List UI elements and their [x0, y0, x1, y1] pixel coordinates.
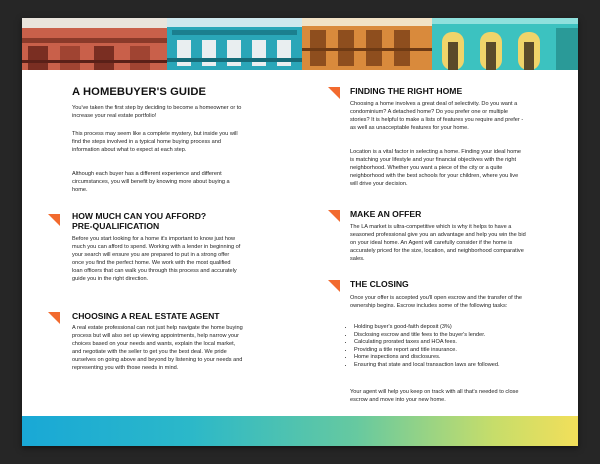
list-item: • Disclosing escrow and title fees to the buyer's lender.	[354, 332, 554, 340]
finding-body-2: Location is a vital factor in selecting a home. Finding your ideal home is matching your lifestyle and your financial objectives with the right neighborhood. Whether you want a piece of the city or a quite neighborhood with the best schools for your children, where you live will drive your decision.	[350, 149, 522, 187]
offer-body: The LA market is ultra-competitive which is why it helps to have a seasoned professional give you an advantage and help you win the bid on your ideal home. An Agent will carefully consider if the home is accurately priced for the size, location, and neighborhood comparative sales.	[350, 224, 526, 262]
closing-footer: Your agent will help you keep on track with all that's needed to close escrow and move into your new home.	[350, 389, 519, 403]
afford-heading-line1: HOW MUCH CAN YOU AFFORD?	[72, 211, 207, 221]
section-marker-offer	[328, 210, 340, 222]
section-marker-agent	[48, 312, 60, 324]
intro-paragraph-2: This process may seem like a complete mystery, but inside you will find the steps involved in a typical home buying process and information about what to expect at each step.	[72, 131, 238, 153]
intro-paragraph-3: Although each buyer has a different experience and different circumstances, you will benefit by knowing more about buying a home.	[72, 171, 230, 193]
offer-heading: MAKE AN OFFER	[350, 209, 422, 219]
section-marker-closing	[328, 280, 340, 292]
list-item: • Providing a title report and title insurance.	[354, 347, 554, 355]
section-marker-finding	[328, 87, 340, 99]
afford-body: Before you start looking for a home it's important to know just how much you can afford to spend. Working with a lender in beginning of your search will ensure you are prepared to put in a strong offer once you find the perfect home. We work with the most qualified loan officers that can walk you through this process and accurately guide you in the right direction.	[72, 236, 241, 282]
afford-heading-line2: PRE-QUALIFICATION	[72, 221, 160, 231]
closing-heading: THE CLOSING	[350, 279, 409, 289]
guide-title: A HOMEBUYER'S GUIDE	[72, 86, 207, 98]
list-item: • Home inspections and disclosures.	[354, 354, 554, 362]
section-marker-afford	[48, 214, 60, 226]
list-item: • Holding buyer's good-faith deposit (3%)	[354, 324, 554, 332]
banner-photo	[22, 18, 578, 70]
intro-paragraph-1: You've taken the first step by deciding to become a homeowner or to increase your real estate portfolio!	[72, 105, 242, 119]
closing-body: Once your offer is accepted you'll open escrow and the transfer of the ownership begins. Escrow includes some of the following tasks:	[350, 295, 522, 309]
agent-body: A real estate professional can not just help navigate the home buying process but will also set up viewing appointments, help narrow your choices based on your needs and wants, explain the local market, and negotiate with the seller to get you the best deal. We pride ourselves on going above and beyond by listening to your needs and representing you with those needs in mind.	[72, 325, 243, 371]
list-item: • Ensuring that state and local transaction laws are followed.	[354, 362, 554, 370]
finding-heading: FINDING THE RIGHT HOME	[350, 86, 463, 96]
closing-task-list	[344, 324, 554, 369]
brochure-page	[22, 18, 578, 446]
afford-heading	[72, 211, 206, 231]
gradient-footer-bar	[22, 416, 578, 446]
agent-heading: CHOOSING A REAL ESTATE AGENT	[72, 311, 220, 321]
list-item: • Calculating prorated taxes and HOA fees.	[354, 339, 554, 347]
finding-body-1: Choosing a home involves a great deal of selectivity. Do you want a condominium? A detached home? Do you prefer one or multiple stories? It is helpful to make a lists of features you require and prefer - as well as unacceptable features for your home.	[350, 101, 524, 131]
